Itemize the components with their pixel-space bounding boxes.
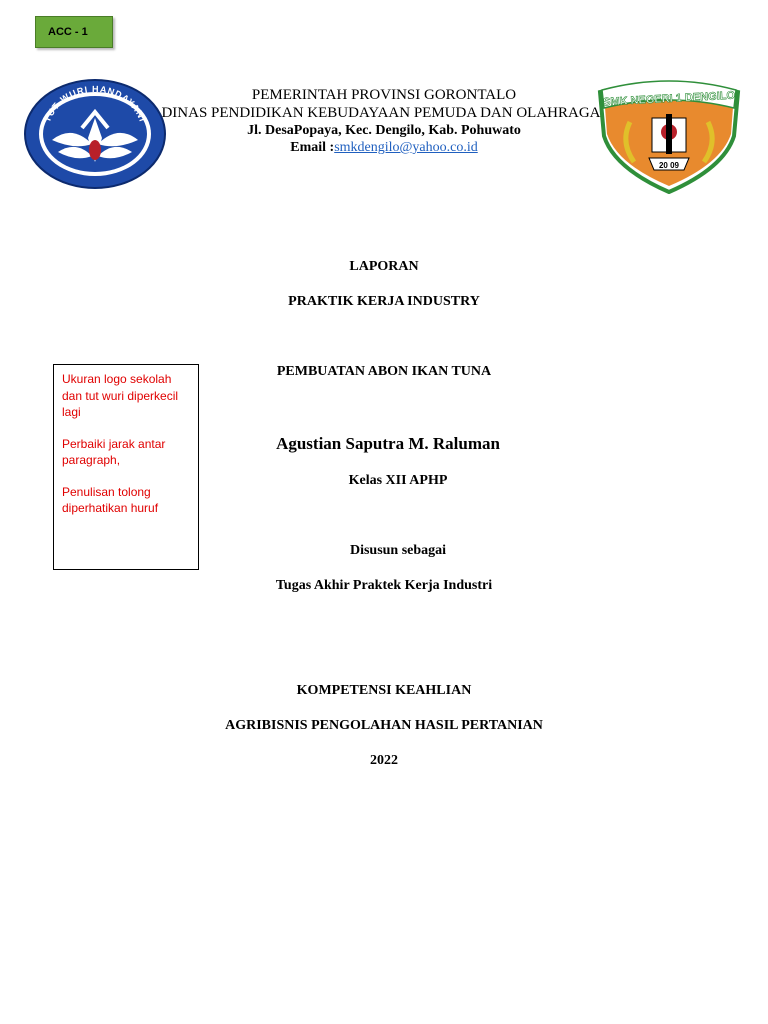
acc-badge-label: ACC - 1 bbox=[48, 26, 88, 38]
student-name: Agustian Saputra M. Raluman bbox=[276, 434, 500, 453]
program-title: PRAKTIK KERJA INDUSTRY bbox=[288, 294, 480, 309]
letterhead-email bbox=[140, 139, 628, 156]
school-year-text: 20 09 bbox=[658, 161, 680, 170]
school-name-text: SMK NEGERI 1 DENGILO bbox=[602, 89, 736, 109]
review-notes-box bbox=[53, 364, 199, 570]
acc-badge bbox=[35, 16, 113, 48]
letterhead-line-2: DINAS PENDIDIKAN KEBUDAYAAN PEMUDA DAN OLAHRAGA bbox=[161, 105, 601, 121]
review-note: Ukuran logo sekolah dan tut wuri diperkecil lagi bbox=[62, 372, 179, 419]
competency-label: KOMPETENSI KEAHLIAN bbox=[296, 683, 472, 698]
letterhead bbox=[140, 86, 628, 156]
document-year: 2022 bbox=[370, 753, 398, 768]
composed-as: Disusun sebagai bbox=[349, 543, 447, 558]
review-note: Penulisan tolong diperhatikan huruf bbox=[62, 484, 159, 515]
purpose-text: Tugas Akhir Praktek Kerja Industri bbox=[275, 578, 493, 593]
letterhead-address: Jl. DesaPopaya, Kec. Dengilo, Kab. Pohuwato bbox=[247, 123, 521, 138]
email-label: Email : bbox=[290, 140, 335, 155]
review-note: Perbaiki jarak antar paragraph, bbox=[62, 436, 166, 467]
topic-title: PEMBUATAN ABON IKAN TUNA bbox=[276, 364, 492, 379]
letterhead-line-1: PEMERINTAH PROVINSI GORONTALO bbox=[251, 87, 517, 103]
email-link[interactable]: smkdengilo@yahoo.co.id bbox=[334, 140, 478, 155]
logo-motto-text: TUT WURI HANDAYANI bbox=[42, 83, 148, 124]
student-class: Kelas XII APHP bbox=[348, 473, 448, 488]
report-title: LAPORAN bbox=[349, 259, 419, 274]
competency-name: AGRIBISNIS PENGOLAHAN HASIL PERTANIAN bbox=[225, 718, 543, 733]
